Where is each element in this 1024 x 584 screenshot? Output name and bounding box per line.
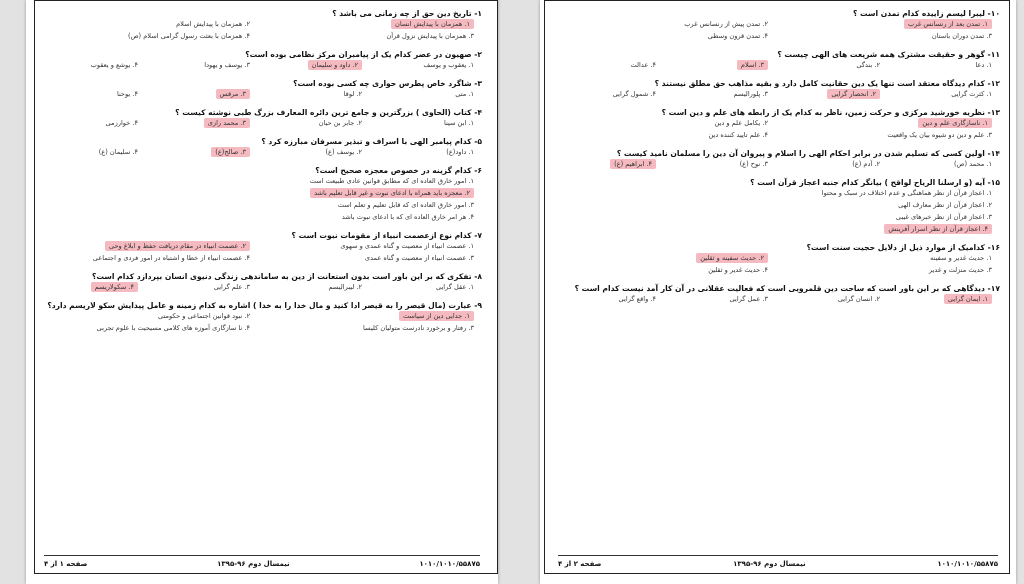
question (34, 78, 482, 101)
answer-label: ۳. امور خارق العاده ای که قابل تعلیم و تعلم است (337, 201, 474, 209)
answer-option (776, 253, 1000, 265)
answer-option (888, 89, 1000, 101)
answer-option (664, 89, 776, 101)
answer-option (552, 212, 1000, 224)
question (34, 230, 482, 265)
answer-label: ۴. نا سازگاری آموزه های کلامی مسیحیت با علوم تجربی (96, 324, 250, 332)
question-text: ۲- صهیون در عصر کدام یک از پیامبران مرکز نظامی بوده است؟ (245, 50, 482, 59)
answer-options (34, 282, 482, 294)
answer-label: ۳. پلورالیسم (733, 90, 768, 98)
question (34, 136, 482, 159)
course-code: ۱۰۱۰/۱۰۱۰/۵۵۸۷۵ (419, 560, 480, 568)
answer-label: ۲. لیبرالیسم (328, 283, 362, 291)
answer-label: ۳. حدیث منزلت و غدیر (928, 266, 992, 274)
answer-option (552, 60, 664, 72)
answer-option (34, 212, 482, 224)
answer-option (34, 311, 258, 323)
question-text: ۱- تاریخ دین حق از چه زمانی می باشد ؟ (332, 9, 482, 18)
question (34, 107, 482, 130)
highlighted-answer-label: ۲. انحصار گرایی (827, 89, 880, 99)
answer-option (34, 323, 258, 335)
question-text: ۱۶- کدامیک از موارد ذیل از دلایل حجیت سنت است؟ (806, 243, 1000, 252)
exam-page-1 (26, 0, 498, 584)
answer-options (34, 118, 482, 130)
answer-option (552, 200, 1000, 212)
answer-option (34, 188, 482, 200)
answer-label: ۴. خوارزمی (105, 119, 138, 127)
answer-option (552, 130, 776, 142)
answer-option (146, 282, 258, 294)
question-text: ۱۵- آیه (و ارسلنا الریاح لواقح ) بیانگر کدام جنبه اعجاز قرآن است ؟ (750, 178, 1000, 187)
question (552, 177, 1000, 236)
answer-label: ۳. رفتار و برخورد نادرست متولیان کلیسا (363, 324, 474, 332)
highlighted-answer-label: ۳. مرقس (216, 89, 250, 99)
question (34, 49, 482, 72)
highlighted-answer-label: ۲. داود و سلیمان (308, 60, 362, 70)
question-text: ۶- کدام گزینه در خصوص معجزه صحیح است؟ (315, 166, 482, 175)
answer-options (34, 89, 482, 101)
answer-options (552, 89, 1000, 101)
answer-label: ۱. عصمت انبیاء از معصیت و گناه عمدی و سهوی (340, 242, 474, 250)
question-text: ۱۷- دیدگاهی که بر این باور است که ساحت دین قلمرویی است که فعالیت عقلانی در آن کار آمد نیست کدام است ؟ (574, 284, 1000, 293)
answer-option (258, 311, 482, 323)
exam-page-2 (540, 0, 1016, 584)
answer-option (258, 323, 482, 335)
answer-option (258, 253, 482, 265)
answer-option (664, 159, 776, 171)
highlighted-answer-label: ۳. صالح(ع) (211, 147, 250, 157)
answer-label: ۲. جابر بن حیان (318, 119, 362, 127)
answer-option (552, 188, 1000, 200)
answer-label: ۴. حدیث غدیر و ثقلین (708, 266, 768, 274)
answer-label: ۴. یوحنا (116, 90, 138, 98)
answer-label: ۱. کثرت گرایی (951, 90, 992, 98)
answer-label: ۴. تمدن قرون وسطی (707, 32, 768, 40)
answer-option (370, 147, 482, 159)
answer-label: ۳. همزمان با پیدایش نزول قرآن (386, 32, 474, 40)
page-footer (558, 555, 998, 570)
answer-option (776, 31, 1000, 43)
answer-label: ۱. عقل گرایی (435, 283, 474, 291)
answer-option (146, 89, 258, 101)
answer-label: ۴. عصمت انبیاء از خطا و اشتباه در امور فردی و اجتماعی (92, 254, 250, 262)
answer-label: ۴. عدالت (630, 61, 656, 69)
answer-option (776, 60, 888, 72)
answer-option (146, 147, 258, 159)
answer-label: ۱. داود(ع) (446, 148, 474, 156)
answer-label: ۱. محمد (ص) (953, 160, 992, 168)
question-text: ۸- تفکری که بر این باور است بدون استعانت از دین به ساماندهی زندگی دنیوی انسان بپردازد کدام است؟ (91, 272, 482, 281)
answer-option (552, 253, 776, 265)
answer-options (34, 147, 482, 159)
answer-options (552, 159, 1000, 171)
answer-options (34, 19, 482, 43)
question (552, 78, 1000, 101)
highlighted-answer-label: ۱. تمدن بعد از رنسانس غرب (904, 19, 992, 29)
answer-option (258, 89, 370, 101)
question-text: ۱۳- نظریه خورشید مرکزی و حرکت زمین، ناظر به کدام یک از رابطه های علم و دین است ؟ (661, 108, 1000, 117)
answer-option (776, 265, 1000, 277)
answer-option (552, 294, 664, 306)
question-list (34, 8, 482, 341)
answer-option (34, 241, 258, 253)
answer-options (34, 311, 482, 335)
answer-options (552, 253, 1000, 277)
highlighted-answer-label: ۲. عصمت انبیاء در مقام دریافت حفظ و ابلاغ وحی (105, 241, 250, 251)
answer-label: ۳. یوسف و یهودا (204, 61, 250, 69)
highlighted-answer-label: ۳. اسلام (737, 60, 768, 70)
page-footer (44, 555, 480, 570)
exam-term: نیمسال دوم ۹۶-۱۳۹۵ (733, 560, 806, 568)
answer-option (258, 31, 482, 43)
answer-option (34, 282, 146, 294)
answer-option (34, 147, 146, 159)
question-text: ۳- شاگرد خاص پطرس حواری چه کسی بوده است؟ (293, 79, 482, 88)
question (34, 8, 482, 43)
answer-label: ۲. تمدن پیش از رنسانس غرب (684, 20, 768, 28)
answer-label: ۱. حدیث غدیر و سفینه (930, 254, 992, 262)
answer-label: ۳. عصمت انبیاء از معصیت و گناه عمدی (364, 254, 474, 262)
answer-label: ۴. علم تایید کننده دین (708, 131, 768, 139)
exam-term: نیمسال دوم ۹۶-۱۳۹۵ (217, 560, 290, 568)
answer-option (552, 265, 776, 277)
answer-option (258, 118, 370, 130)
answer-label: ۲. همزمان با پیدایش اسلام (176, 20, 250, 28)
answer-label: ۴. همزمان با بعثت رسول گرامی اسلام (ص) (128, 32, 250, 40)
answer-option (776, 130, 1000, 142)
answer-option (888, 294, 1000, 306)
answer-label: ۳. عمل گرایی (729, 295, 768, 303)
answer-option (888, 60, 1000, 72)
answer-options (34, 176, 482, 224)
highlighted-answer-label: ۳. محمد رازی (204, 118, 250, 128)
answer-option (888, 159, 1000, 171)
answer-label: ۳. نوح (ع) (739, 160, 768, 168)
answer-option (776, 294, 888, 306)
question-text: ۴- کتاب (الحاوی ) بزرگترین و جامع ترین دائره المعارف بزرگ طبی نوشته کیست ؟ (175, 108, 482, 117)
answer-label: ۱. یعقوب و یوسف (423, 61, 474, 69)
answer-option (552, 31, 776, 43)
answer-option (776, 159, 888, 171)
question (552, 8, 1000, 43)
answer-label: ۳. اعجاز قرآن از نظر خبرهای غیبی (895, 213, 992, 221)
answer-label: ۳. علم گرایی (213, 283, 250, 291)
answer-option (258, 282, 370, 294)
question (552, 49, 1000, 72)
answer-option (776, 19, 1000, 31)
question-list (552, 8, 1000, 312)
highlighted-answer-label: ۴. ابراهیم (ع) (610, 159, 656, 169)
question (552, 107, 1000, 142)
answer-label: ۱. ابن سینا (443, 119, 474, 127)
answer-label: ۱. متی (455, 90, 474, 98)
highlighted-answer-label: ۱. همزمان با پیدایش انسان (391, 19, 474, 29)
answer-option (34, 31, 258, 43)
question (552, 283, 1000, 306)
question (552, 148, 1000, 171)
question-text: ۵- کدام پیامبر الهی با اسراف و تبذیر مسرفان مبارزه کرد ؟ (261, 137, 482, 146)
answer-options (552, 60, 1000, 72)
answer-option (146, 118, 258, 130)
answer-option (370, 60, 482, 72)
question-text: ۱۱- گوهر و حقیقت مشترک همه شریعت های الهی چیست ؟ (777, 50, 1000, 59)
answer-option (552, 118, 776, 130)
question-text: ۱۴- اولین کسی که تسلیم شدن در برابر احکام الهی را اسلام و پیروان آن دین را مسلمان نامید کیست ؟ (616, 149, 1000, 158)
question-text: ۱۰- لیبرا لیسم زاییده کدام تمدن است ؟ (852, 9, 1000, 18)
answer-label: ۱. اعجاز قرآن از نظر هماهنگی و عدم اختلاف در سبک و محتوا (821, 189, 992, 197)
answer-option (552, 19, 776, 31)
answer-option (34, 60, 146, 72)
answer-options (552, 118, 1000, 142)
answer-label: ۲. یکامل علم و دین (714, 119, 768, 127)
answer-options (552, 294, 1000, 306)
answer-options (552, 188, 1000, 236)
answer-option (776, 118, 1000, 130)
answer-option (34, 19, 258, 31)
answer-option (664, 294, 776, 306)
answer-option (258, 19, 482, 31)
answer-option (664, 60, 776, 72)
answer-label: ۳. علم و دین دو شیوه بیان یک واقعیت (887, 131, 992, 139)
answer-label: ۲. نبود قوانین اجتماعی و حکومتی (158, 312, 250, 320)
highlighted-answer-label: ۴. اعجاز قرآن از نظر اسرار آفرینش (884, 224, 992, 234)
question-text: ۷- کدام نوع ازعصمت انبیاء از مقومات نبوت است ؟ (291, 231, 482, 240)
answer-option (34, 253, 258, 265)
answer-option (34, 200, 482, 212)
highlighted-answer-label: ۱. ناسازگاری علم و دین (918, 118, 992, 128)
highlighted-answer-label: ۴. سکولاریسم (91, 282, 138, 292)
answer-label: ۲. لوقا (343, 90, 362, 98)
answer-options (34, 241, 482, 265)
answer-label: ۴. هر امر خارق العاده ای که با ادعای نبوت باشد (341, 213, 474, 221)
answer-option (552, 89, 664, 101)
highlighted-answer-label: ۲. حدیث سفینه و ثقلین (696, 253, 768, 263)
question (552, 242, 1000, 277)
answer-option (552, 224, 1000, 236)
answer-label: ۲. آدم (ع) (852, 160, 880, 168)
answer-option (370, 282, 482, 294)
answer-option (34, 176, 482, 188)
answer-label: ۱. دعا (975, 61, 992, 69)
page-number: صفحه ۲ از ۴ (558, 560, 602, 568)
answer-label: ۲. بندگی (856, 61, 880, 69)
answer-label: ۴. واقع گرایی (618, 295, 656, 303)
question (34, 165, 482, 224)
highlighted-answer-label: ۱. ایمان گرایی (944, 294, 992, 304)
answer-option (552, 159, 664, 171)
course-code: ۱۰۱۰/۱۰۱۰/۵۵۸۷۵ (937, 560, 998, 568)
answer-label: ۱. امور خارق العاده ای که مطابق قوانین عادی طبیعت است (309, 177, 474, 185)
question-text: ۹- عبارت (مال قیصر را به قیصر ادا کنید و مال خدا را به خدا ) اشاره به کدام زمینه و عامل پیدایش سکو لاریسم دارد؟ (47, 301, 482, 310)
answer-options (34, 60, 482, 72)
answer-options (552, 19, 1000, 43)
answer-label: ۳. تمدن دوران باستان (931, 32, 992, 40)
answer-option (776, 89, 888, 101)
question (34, 271, 482, 294)
highlighted-answer-label: ۱. جدایی دین از سیاست (399, 311, 474, 321)
answer-option (146, 60, 258, 72)
answer-option (258, 60, 370, 72)
question-text: ۱۲- کدام دیدگاه معتقد است تنها یک دین حقانیت کامل دارد و بقیه مذاهب حق مطلق نیستند ؟ (654, 79, 1000, 88)
page-number: صفحه ۱ از ۴ (44, 560, 88, 568)
answer-label: ۴. یوشع و یعقوب (90, 61, 138, 69)
highlighted-answer-label: ۲. معجزه باید همراه با ادعای نبوت و غیر قابل تعلیم باشد (310, 188, 474, 198)
answer-label: ۴. شمول گرایی (612, 90, 656, 98)
answer-option (258, 241, 482, 253)
answer-label: ۲. اعجاز قرآن از نظر معارف الهی (898, 201, 992, 209)
answer-option (258, 147, 370, 159)
question (34, 300, 482, 335)
answer-label: ۲. انسان گرایی (837, 295, 880, 303)
answer-label: ۴. سلیمان (ع) (98, 148, 138, 156)
answer-label: ۲. یوسف (ع) (325, 148, 362, 156)
answer-option (34, 118, 146, 130)
answer-option (34, 89, 146, 101)
answer-option (370, 89, 482, 101)
answer-option (370, 118, 482, 130)
